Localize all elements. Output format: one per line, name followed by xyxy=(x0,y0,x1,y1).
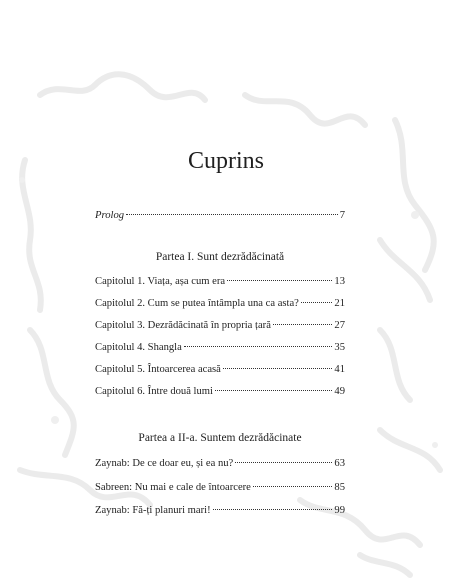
toc-page-number: 85 xyxy=(334,482,345,493)
toc-entry-label: Capitolul 3. Dezrădăcinată în propria țară xyxy=(95,320,271,331)
toc-entry xyxy=(95,274,345,290)
dot-leader xyxy=(301,302,333,303)
toc-page-number: 13 xyxy=(334,276,345,287)
toc-entry-label: Capitolul 1. Viața, așa cum era xyxy=(95,276,226,287)
toc-entry xyxy=(95,503,345,519)
dot-leader xyxy=(213,509,333,510)
toc-entry xyxy=(95,296,345,312)
dot-leader xyxy=(223,368,333,369)
toc-entry xyxy=(95,362,345,378)
dot-leader xyxy=(253,486,333,487)
toc-entry-label: Capitolul 5. Întoarcerea acasă xyxy=(95,364,221,375)
toc-entry xyxy=(95,384,345,400)
toc-entry xyxy=(95,456,345,472)
toc-page-number: 27 xyxy=(334,320,345,331)
toc-page-number: 41 xyxy=(334,364,345,375)
toc-entry-label: Sabreen: Nu mai e cale de întoarcere xyxy=(95,482,251,493)
toc-page-number: 35 xyxy=(334,342,345,353)
toc-page-number: 99 xyxy=(334,505,345,516)
toc-page-number: 49 xyxy=(334,386,345,397)
toc-entry-label: Zaynab: De ce doar eu, și ea nu? xyxy=(95,458,234,469)
toc-entry-label: Zaynab: Fă-ți planuri mari! xyxy=(95,505,211,516)
page-title: Cuprins xyxy=(187,148,264,174)
toc-entry-label: Capitolul 2. Cum se putea întâmpla una ca asta? xyxy=(95,298,299,309)
part-heading: Partea I. Sunt dezrădăcinată xyxy=(155,251,285,263)
toc-entry xyxy=(95,480,345,496)
dot-leader xyxy=(235,462,332,463)
part-heading: Partea a II-a. Suntem dezrădăcinate xyxy=(138,432,302,444)
toc-entry-label: Capitolul 4. Shangla xyxy=(95,342,182,353)
toc-entry xyxy=(95,340,345,356)
toc-entry-label: Prolog xyxy=(95,210,125,221)
toc-entry xyxy=(95,318,345,334)
dot-leader xyxy=(227,280,332,281)
dot-leader xyxy=(126,214,338,215)
dot-leader xyxy=(273,324,333,325)
dot-leader xyxy=(215,390,332,391)
toc-entry-prolog xyxy=(95,208,345,224)
toc-page-number: 63 xyxy=(334,458,345,469)
dot-leader xyxy=(184,346,333,347)
toc-page-number: 7 xyxy=(339,210,345,221)
toc-page-number: 21 xyxy=(334,298,345,309)
toc-entry-label: Capitolul 6. Între două lumi xyxy=(95,386,213,397)
